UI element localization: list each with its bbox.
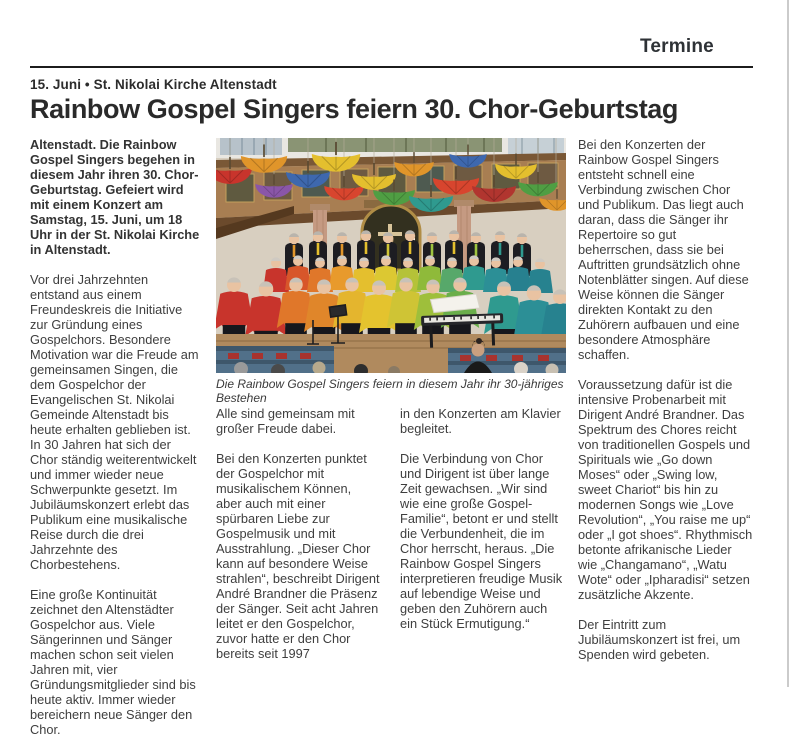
article-column-3 — [400, 406, 564, 646]
article-photo — [216, 138, 566, 373]
article-column-2 — [216, 406, 380, 676]
article-paragraph: in den Konzerten am Klavier begleitet. — [400, 406, 561, 436]
article-paragraph: Alle sind gemeinsam mit großer Freude dabei. — [216, 406, 355, 436]
headline: Rainbow Gospel Singers feiern 30. Chor-Geburtstag — [30, 94, 679, 124]
page-edge-divider — [787, 0, 789, 687]
article-intro-paragraph: Altenstadt. Die Rainbow Gospel Singers begehen in diesem Jahr ihren 30. Chor-Geburtstag. Gefeiert wird mit einem Konzert am Samstag, 15. Juni, um 18 Uhr in der St. Nikolai Kirche in Altenstadt. — [30, 137, 200, 257]
article-paragraph: Der Eintritt zum Jubiläumskonzert ist frei, um Spenden wird gebeten. — [578, 617, 741, 662]
article-paragraph: Bei den Konzerten punktet der Gospelchor mit musikalischem Können, aber auch mit einer spürbaren Liebe zur Gospelmusik und mit Ausstrahlung. „Dieser Chor kann auf besondere Weise strahlen“, beschreibt Dirigent André Brandner die Präsenz der Sänger. Seit acht Jahren leitet er den Gospelchor, zuvor hatte er den Chor bereits seit 1997 — [216, 451, 380, 661]
article-photo-block — [216, 138, 566, 405]
article-paragraph: Eine große Kontinuität zeichnet den Altenstädter Gospelchor aus. Viele Sängerinnen und Sänger machen schon seit vielen Jahren mit, vier Gründungsmitglieder sind bis heute aktiv. Immer wieder bereichern neue Sänger den Chor. — [30, 587, 196, 737]
article-column-4 — [578, 137, 754, 677]
article-paragraph: Die Verbindung von Chor und Dirigent ist über lange Zeit gewachsen. „Wir sind wie eine große Gospel-Familie“, betont er und stellt die Verbundenheit, die im Chor herrscht, heraus. „Die Rainbow Gospel Singers interpretieren freudige Musik auf lebendige Weise und geben den Zuhörern auch ein Stück Ermutigung.“ — [400, 451, 563, 631]
article-column-1 — [30, 137, 200, 752]
article-paragraph: Vor drei Jahrzehnten entstand aus einem Freundeskreis die Initiative zur Gründung eines Gospelchors. Besondere Motivation war die Freude am gemeinsamen Singen, die dem Gospelchor der Evangelischen St. Nikolai Gemeinde Altenstadt bis heute erhalten geblieben ist. In 30 Jahren hat sich der Chor ständig weiterentwickelt und immer wieder neue Schwerpunkte gesetzt. Im Jubiläumskonzert erlebt das Publikum eine musikalische Reise durch die drei Jahrzehnte des Chorbestehens. — [30, 272, 199, 572]
photo-caption: Die Rainbow Gospel Singers feiern in diesem Jahr ihr 30-jähriges Bestehen — [216, 377, 564, 405]
header-rule — [30, 66, 753, 68]
dateline: 15. Juni • St. Nikolai Kirche Altenstadt — [30, 77, 277, 92]
section-label: Termine — [640, 36, 714, 57]
article-paragraph: Voraussetzung dafür ist die intensive Probenarbeit mit Dirigent André Brandner. Das Spektrum des Chores reicht von traditionellen Gospels und Spirituals wie „Go down Moses“ oder „Swing low, sweet Chariot“ bis hin zu modernen Songs wie „Love Revolution“, „You raise me up“ oder „I got shoes“. Rhythmisch betonte afrikanische Lieder wie „Changamano“, „Watu Wote“ oder „Ipharadisi“ setzen zusätzliche Akzente. — [578, 377, 753, 602]
article-paragraph: Bei den Konzerten der Rainbow Gospel Singers entsteht schnell eine Verbindung zwischen Chor und Publikum. Das liegt auch daran, dass die Sänger ihr Repertoire so gut beherrschen, dass sie bei Auftritten grundsätzlich ohne Notenblätter singen. Auf diese Weise können die Sänger direkten Kontakt zu den Zuhörern aufbauen und eine besondere Atmosphäre schaffen. — [578, 137, 749, 362]
